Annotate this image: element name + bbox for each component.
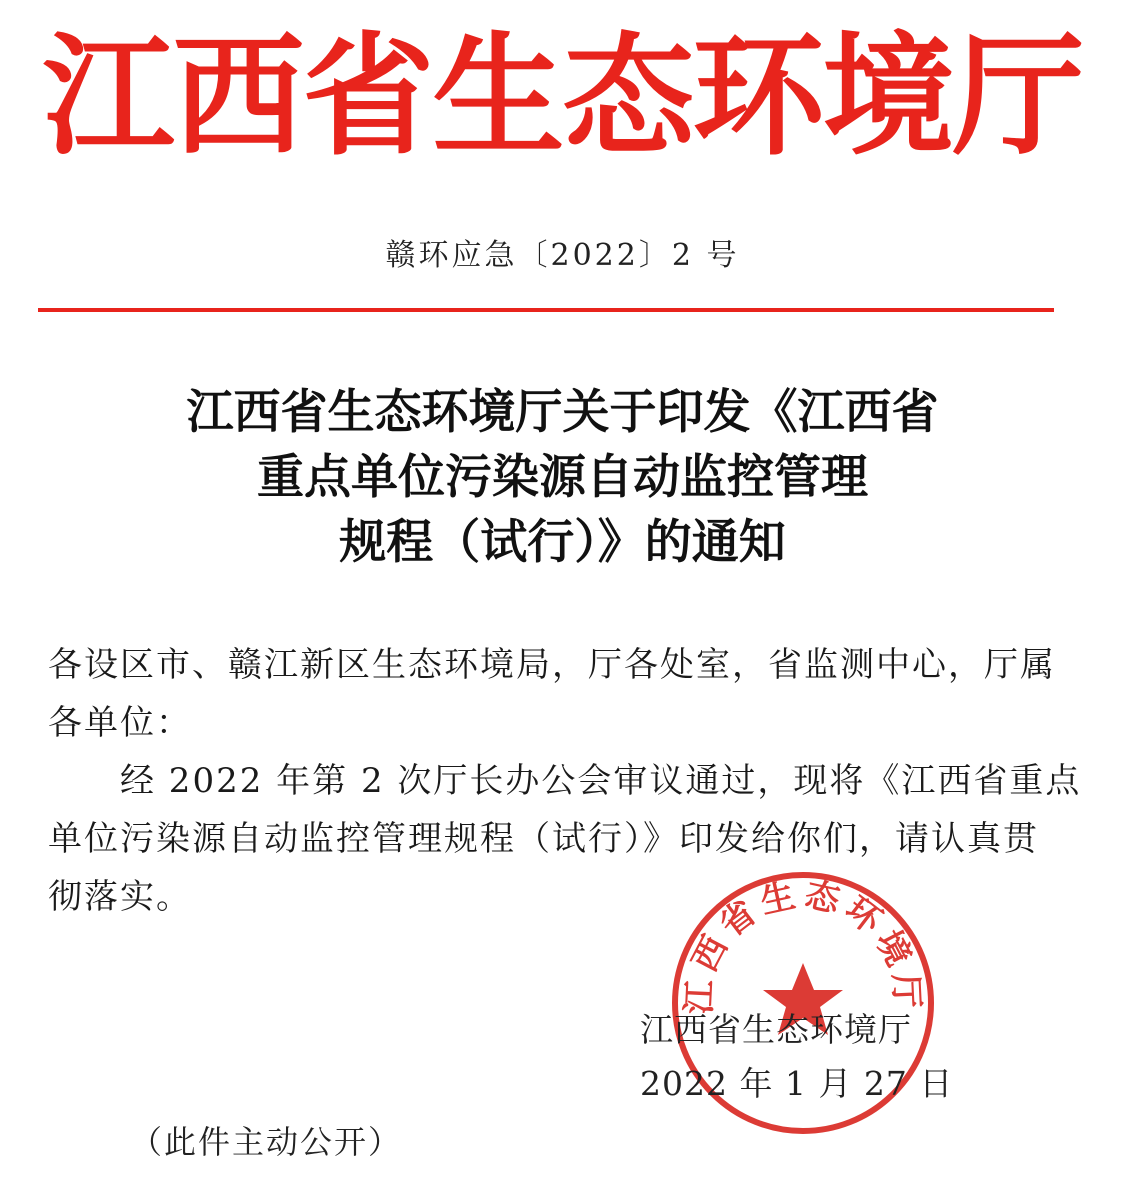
signature-block xyxy=(640,1003,953,1111)
red-divider-line xyxy=(38,308,1054,312)
body-paragraph-line-3: 彻落实。 xyxy=(48,877,192,917)
document-number: 赣环应急〔2022〕2 号 xyxy=(385,238,740,273)
title-line-1: 江西省生态环境厅关于印发《江西省 xyxy=(186,385,939,440)
body-paragraph-line-2: 单位污染源自动监控管理规程（试行）》印发给你们，请认真贯 xyxy=(48,819,1039,859)
title-line-3: 规程（试行）》的通知 xyxy=(339,515,786,570)
signature-issuer: 江西省生态环境厅 xyxy=(640,1010,912,1049)
document-title xyxy=(0,380,1125,575)
seal-text: 江西省生态环境厅 xyxy=(679,874,927,1015)
signature-date: 2022 年 1 月 27 日 xyxy=(640,1064,954,1103)
recipients-line-2: 各单位： xyxy=(48,703,192,743)
recipients-line-1: 各设区市、赣江新区生态环境局，厅各处室，省监测中心，厅属 xyxy=(48,645,1056,685)
body-paragraph-line-1: 经 2022 年第 2 次厅长办公会审议通过，现将《江西省重点 xyxy=(48,761,1082,801)
title-line-2: 重点单位污染源自动监控管理 xyxy=(257,450,868,505)
issuing-organization-header: 江西省生态环境厅 xyxy=(42,20,1083,174)
disclosure-note: （此件主动公开） xyxy=(130,1123,403,1161)
